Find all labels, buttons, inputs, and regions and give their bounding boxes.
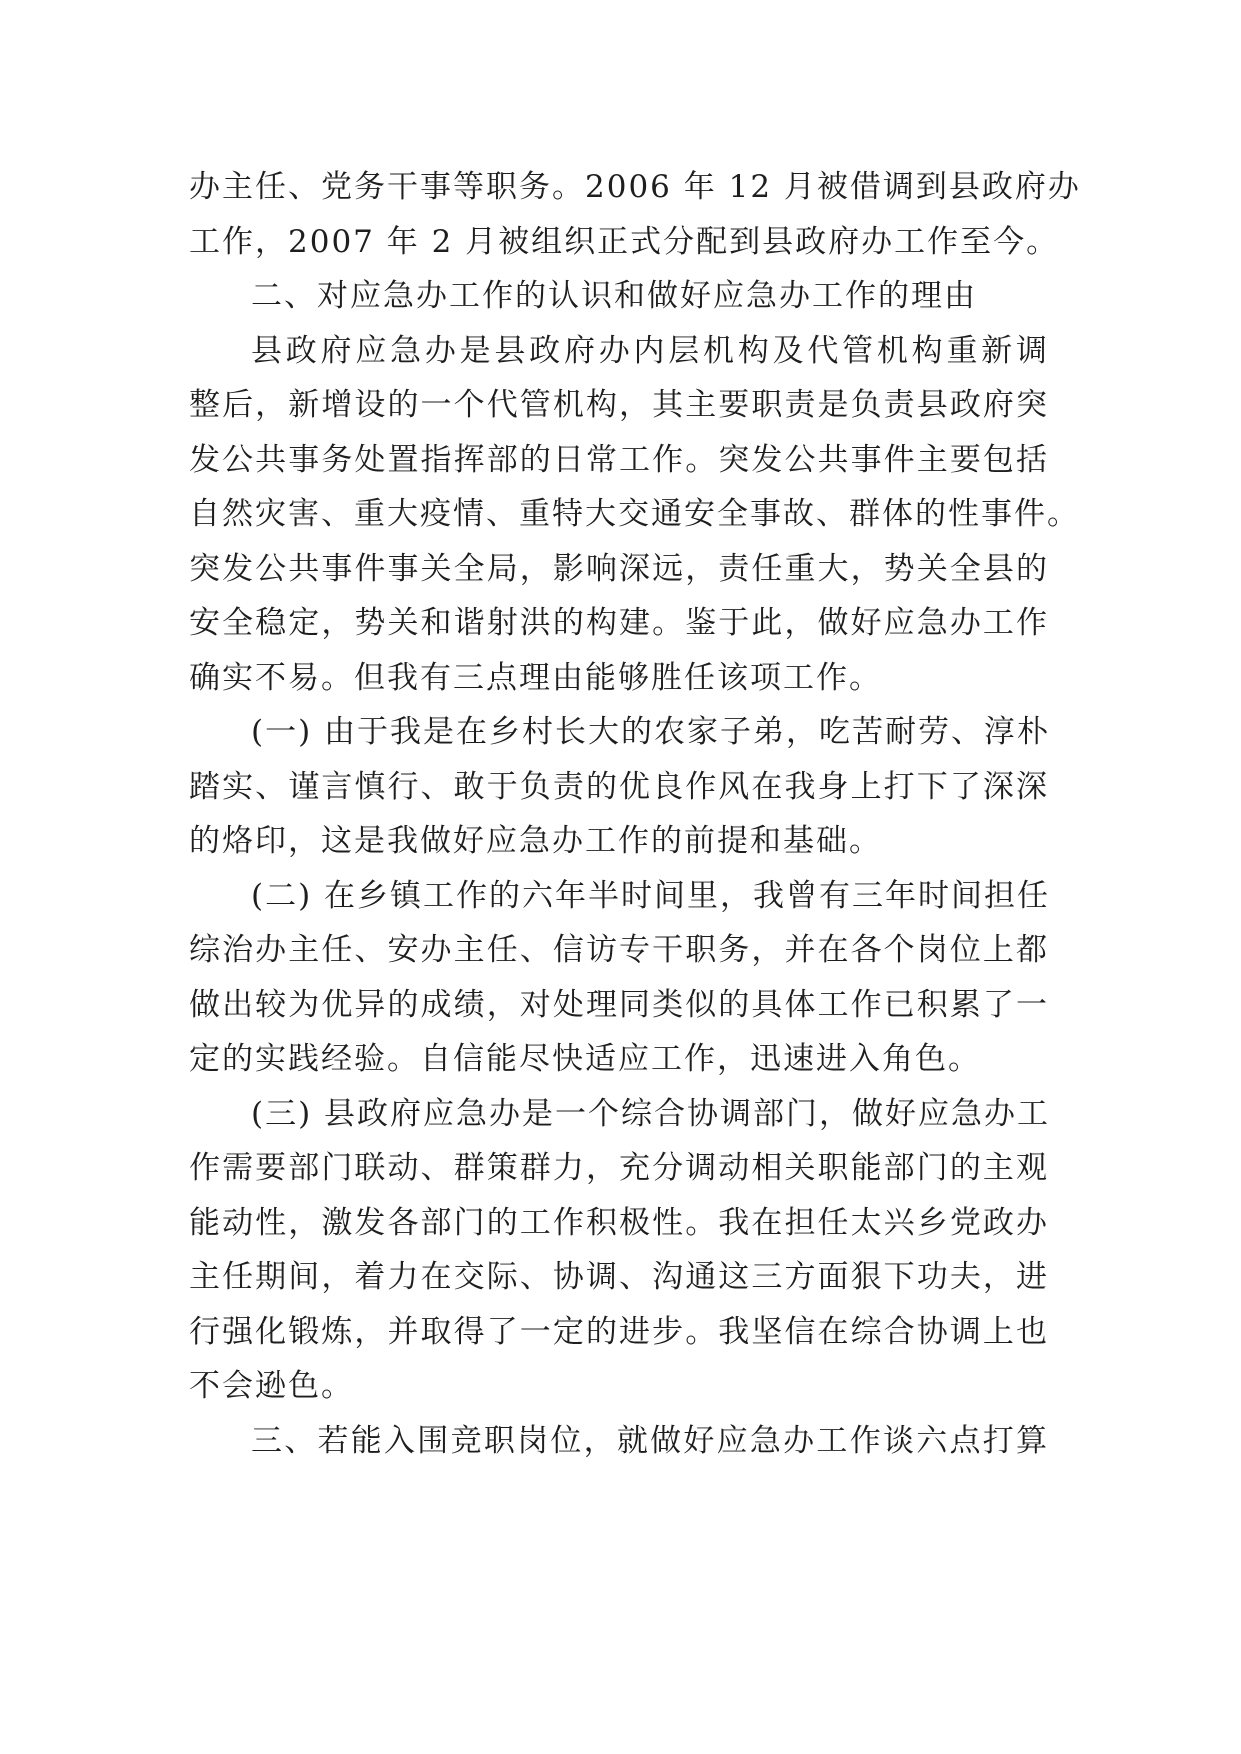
- text-line: 确实不易。但我有三点理由能够胜任该项工作。: [189, 659, 882, 696]
- text-line: 做出较为优异的成绩，对处理同类似的具体工作已积累了一: [189, 986, 1049, 1023]
- text-line: 安全稳定，势关和谐射洪的构建。鉴于此，做好应急办工作: [189, 605, 1049, 641]
- text-line: 综治办主任、安办主任、信访专干职务，并在各个岗位上都: [189, 932, 1049, 968]
- text-line: 整后，新增设的一个代管机构，其主要职责是负责县政府突: [189, 387, 1049, 423]
- document-body: [189, 160, 1081, 1468]
- text-line: 突发公共事件事关全局，影响深远，责任重大，势关全县的: [189, 550, 1049, 587]
- text-line: 踏实、谨言慎行、敢于负责的优良作风在我身上打下了深深: [189, 768, 1049, 805]
- text-line: 定的实践经验。自信能尽快适应工作，迅速进入角色。: [189, 1041, 981, 1077]
- text-line: 能动性，激发各部门的工作积极性。我在担任太兴乡党政办: [189, 1204, 1049, 1241]
- text-line: (一) 由于我是在乡村长大的农家子弟，吃苦耐劳、淳朴: [251, 714, 1051, 750]
- text-line: 工作，2007 年 2 月被组织正式分配到县政府办工作至今。: [189, 223, 1060, 260]
- text-line: (三) 县政府应急办是一个综合协调部门，做好应急办工: [251, 1095, 1051, 1132]
- text-line: 三、若能入围竞职岗位，就做好应急办工作谈六点打算: [251, 1422, 1049, 1459]
- text-line: 作需要部门联动、群策群力，充分调动相关职能部门的主观: [189, 1150, 1049, 1186]
- text-line: 办主任、党务干事等职务。2006 年 12 月被借调到县政府办: [189, 169, 1081, 205]
- text-line: 自然灾害、重大疫情、重特大交通安全事故、群体的性事件。: [189, 496, 1080, 532]
- text-line: 主任期间，着力在交际、协调、沟通这三方面狠下功夫，进: [189, 1259, 1049, 1295]
- text-line: 二、对应急办工作的认识和做好应急办工作的理由: [251, 278, 977, 314]
- text-line: (二) 在乡镇工作的六年半时间里，我曾有三年时间担任: [251, 877, 1051, 914]
- text-line: 行强化锻炼，并取得了一定的进步。我坚信在综合协调上也: [189, 1313, 1049, 1350]
- text-line: 不会逊色。: [189, 1368, 354, 1404]
- text-line: 的烙印，这是我做好应急办工作的前提和基础。: [189, 823, 882, 859]
- text-line: 县政府应急办是县政府办内层机构及代管机构重新调: [251, 332, 1049, 369]
- text-line: 发公共事务处置指挥部的日常工作。突发公共事件主要包括: [189, 441, 1049, 478]
